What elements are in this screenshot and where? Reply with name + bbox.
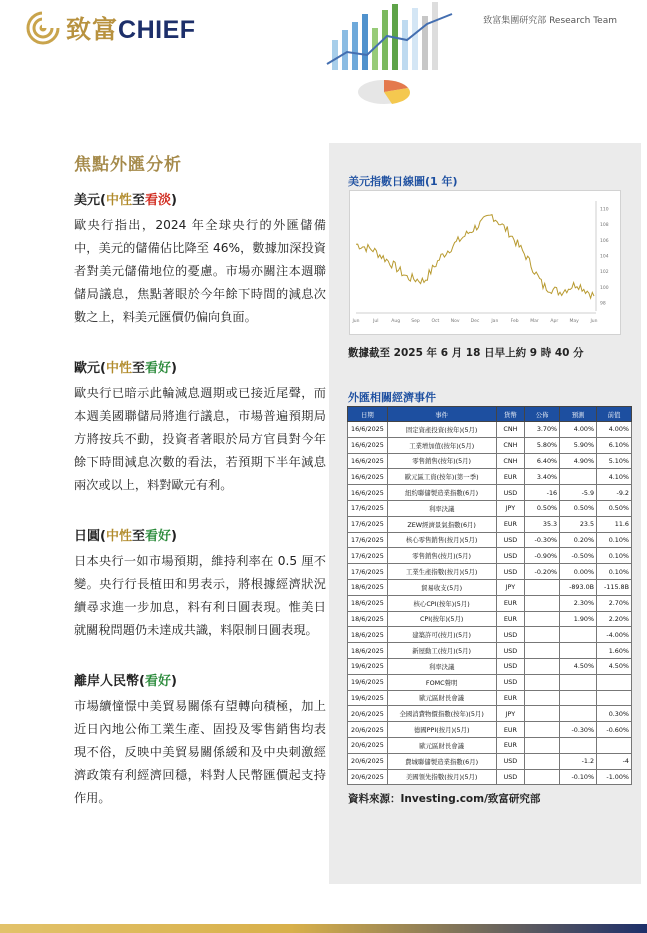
table-cell: 35.3 xyxy=(525,516,560,532)
table-cell: 16/6/2025 xyxy=(348,485,388,501)
logo-emblem-icon xyxy=(26,11,60,45)
table-cell: USD xyxy=(496,674,525,690)
table-cell: 18/6/2025 xyxy=(348,595,388,611)
x-tick-label: Jun xyxy=(352,319,360,324)
table-cell: USD xyxy=(496,548,525,564)
table-cell: 0.50% xyxy=(560,500,597,516)
table-row xyxy=(348,643,632,659)
table-cell: 貿易收支(5月) xyxy=(387,579,496,595)
chart-caption: 數據截至 2025 年 6 月 18 日早上約 9 時 40 分 xyxy=(348,347,584,359)
table-cell: 2.20% xyxy=(597,611,632,627)
table-cell: CNH xyxy=(496,422,525,438)
table-cell: 11.6 xyxy=(597,516,632,532)
x-tick-label: Sep xyxy=(411,319,420,324)
table-cell xyxy=(525,643,560,659)
table-cell: EUR xyxy=(496,690,525,706)
y-tick-label: 102 xyxy=(600,270,609,276)
table-row xyxy=(348,611,632,627)
table-cell: 新屋動工(按月)(5月) xyxy=(387,643,496,659)
view-from: 中性 xyxy=(105,361,132,376)
currency-title: 日圓(中性至看好) xyxy=(74,529,177,544)
table-cell: -0.30% xyxy=(560,722,597,738)
table-cell: 16/6/2025 xyxy=(348,437,388,453)
data-source: 資料來源：Investing.com/致富研究部 xyxy=(348,793,541,805)
currency-title: 美元(中性至看淡) xyxy=(74,193,177,208)
y-tick-label: 104 xyxy=(600,254,609,260)
table-cell: USD xyxy=(496,658,525,674)
y-tick-label: 108 xyxy=(600,223,609,229)
table-cell: 歐元區財長會議 xyxy=(387,690,496,706)
table-cell: JPY xyxy=(496,706,525,722)
currency-commentary: 歐央行指出，2024 年全球央行的外匯儲備中，美元的儲備佔比降至 46%，數據加深投資者對美元儲備地位的憂慮。市場亦關注本週聯儲局議息，焦點著眼於今年餘下時間的減息次數之上，料美元匯價仍偏向負面。 xyxy=(74,218,326,324)
table-cell: EUR xyxy=(496,722,525,738)
x-tick-label: Apr xyxy=(550,319,559,324)
table-cell: -0.50% xyxy=(560,548,597,564)
table-row xyxy=(348,674,632,690)
table-cell xyxy=(560,737,597,753)
currency-title: 歐元(中性至看好) xyxy=(74,361,177,376)
currency-name: 日圓 xyxy=(74,529,101,544)
table-row xyxy=(348,485,632,501)
table-row xyxy=(348,722,632,738)
table-cell: 4.10% xyxy=(597,469,632,485)
usd-index-line xyxy=(356,215,594,299)
table-cell xyxy=(560,643,597,659)
table-row xyxy=(348,690,632,706)
usd-index-chart xyxy=(349,190,621,335)
table-cell: 0.00% xyxy=(560,564,597,580)
table-cell: USD xyxy=(496,643,525,659)
table-cell: -115.8B xyxy=(597,579,632,595)
events-title: 外匯相關經濟事件 xyxy=(348,391,436,404)
table-cell: CPI(按年)(5月) xyxy=(387,611,496,627)
table-cell xyxy=(525,579,560,595)
table-cell xyxy=(597,674,632,690)
table-cell: 19/6/2025 xyxy=(348,674,388,690)
table-cell: 零售銷售(按年)(5月) xyxy=(387,453,496,469)
column-header: 日期 xyxy=(348,407,388,422)
table-cell: 費城聯儲製造業指數(6月) xyxy=(387,753,496,769)
table-cell: EUR xyxy=(496,595,525,611)
table-cell: 16/6/2025 xyxy=(348,469,388,485)
table-row xyxy=(348,579,632,595)
table-cell: -4 xyxy=(597,753,632,769)
table-cell: 0.50% xyxy=(597,500,632,516)
column-header: 事件 xyxy=(387,407,496,422)
table-cell: -9.2 xyxy=(597,485,632,501)
y-tick-label: 110 xyxy=(600,207,609,213)
table-cell: 核心零售銷售(按月)(5月) xyxy=(387,532,496,548)
table-cell: 0.20% xyxy=(560,532,597,548)
chart-title: 美元指數日線圖(1 年) xyxy=(348,175,458,188)
table-cell: -1.2 xyxy=(560,753,597,769)
table-body xyxy=(348,422,632,785)
table-cell: 固定資產投資(按年)(5月) xyxy=(387,422,496,438)
x-tick-label: Jun xyxy=(590,319,598,324)
table-cell: 5.90% xyxy=(560,437,597,453)
table-cell: 紐約聯儲製造業指數(6月) xyxy=(387,485,496,501)
company-logo xyxy=(26,10,196,46)
table-row xyxy=(348,548,632,564)
currency-commentary: 日本央行一如市場預期，維持利率在 0.5 厘不變。央行行長植田和男表示，將根據經濟狀況續尋求進一步加息，料有利日圓表現。惟美日就關稅問題仍未達成共識，料限制日圓表現。 xyxy=(74,554,326,637)
table-cell xyxy=(525,737,560,753)
table-cell: EUR xyxy=(496,611,525,627)
y-tick-label: 98 xyxy=(600,301,606,307)
table-cell: 1.60% xyxy=(597,643,632,659)
table-cell: 1.90% xyxy=(560,611,597,627)
table-cell: 2.30% xyxy=(560,595,597,611)
x-tick-label: Jan xyxy=(491,319,499,324)
sidebar-panel xyxy=(329,143,641,884)
table-cell xyxy=(525,658,560,674)
table-cell: USD xyxy=(496,627,525,643)
table-cell xyxy=(525,627,560,643)
currency-analysis-list xyxy=(74,189,326,810)
table-row xyxy=(348,453,632,469)
table-row xyxy=(348,627,632,643)
table-cell: 5.10% xyxy=(597,453,632,469)
y-tick-label: 106 xyxy=(600,238,609,244)
table-cell: USD xyxy=(496,532,525,548)
table-cell: EUR xyxy=(496,737,525,753)
table-cell: 18/6/2025 xyxy=(348,627,388,643)
view-from: 中性 xyxy=(105,193,132,208)
column-header: 預測 xyxy=(560,407,597,422)
table-cell: 利率決議 xyxy=(387,658,496,674)
view-to: 看淡 xyxy=(145,193,172,208)
logo-english: CHIEF xyxy=(118,16,196,44)
logo-wordmark xyxy=(66,10,196,46)
table-row xyxy=(348,658,632,674)
table-row xyxy=(348,437,632,453)
table-cell: 2.70% xyxy=(597,595,632,611)
table-cell: 17/6/2025 xyxy=(348,500,388,516)
usd-index-chart-svg xyxy=(350,191,620,334)
x-tick-label: Mar xyxy=(530,319,539,324)
table-cell: 4.00% xyxy=(560,422,597,438)
table-cell xyxy=(597,737,632,753)
table-cell xyxy=(525,722,560,738)
table-cell xyxy=(525,690,560,706)
table-row xyxy=(348,595,632,611)
view-separator: 至 xyxy=(131,361,145,376)
table-cell: 16/6/2025 xyxy=(348,453,388,469)
table-cell: CNH xyxy=(496,437,525,453)
table-cell: USD xyxy=(496,485,525,501)
research-team-label: 致富集團研究部 Research Team xyxy=(483,16,617,26)
column-header: 前值 xyxy=(597,407,632,422)
column-header: 公佈 xyxy=(525,407,560,422)
table-cell xyxy=(525,674,560,690)
footer-bar xyxy=(0,924,647,933)
table-header-row xyxy=(348,407,632,422)
table-row xyxy=(348,516,632,532)
table-row xyxy=(348,469,632,485)
table-cell: 全國消費物價指數(按年)(5月) xyxy=(387,706,496,722)
table-cell: 4.90% xyxy=(560,453,597,469)
table-cell: 建築許可(按月)(5月) xyxy=(387,627,496,643)
table-cell: USD xyxy=(496,564,525,580)
table-cell: 17/6/2025 xyxy=(348,532,388,548)
table-cell xyxy=(525,595,560,611)
table-cell: 4.50% xyxy=(560,658,597,674)
table-cell: JPY xyxy=(496,579,525,595)
table-cell: 3.70% xyxy=(525,422,560,438)
table-cell xyxy=(525,611,560,627)
table-cell: -893.0B xyxy=(560,579,597,595)
table-cell: 利率決議 xyxy=(387,500,496,516)
table-cell: 17/6/2025 xyxy=(348,516,388,532)
table-cell: 20/6/2025 xyxy=(348,722,388,738)
table-row xyxy=(348,769,632,785)
table-cell: FOMC聲明 xyxy=(387,674,496,690)
table-cell: 5.80% xyxy=(525,437,560,453)
table-cell: 19/6/2025 xyxy=(348,658,388,674)
x-tick-label: Nov xyxy=(450,319,460,324)
page-header xyxy=(0,0,647,110)
currency-name: 歐元 xyxy=(74,361,101,376)
x-tick-label: Jul xyxy=(373,319,379,324)
table-cell: 18/6/2025 xyxy=(348,611,388,627)
table-cell: 16/6/2025 xyxy=(348,422,388,438)
table-cell: 歐元區工資(按年)(第一季) xyxy=(387,469,496,485)
x-tick-label: May xyxy=(569,319,579,324)
table-cell: 20/6/2025 xyxy=(348,753,388,769)
table-cell: -0.60% xyxy=(597,722,632,738)
table-cell: 零售銷售(按月)(5月) xyxy=(387,548,496,564)
table-cell: 18/6/2025 xyxy=(348,579,388,595)
table-cell: 0.10% xyxy=(597,548,632,564)
table-cell: 德國PPI(按月)(5月) xyxy=(387,722,496,738)
economic-events-table xyxy=(347,406,632,785)
table-cell: -0.10% xyxy=(560,769,597,785)
fx-analysis-column xyxy=(74,150,326,838)
view-separator: 至 xyxy=(131,529,145,544)
table-cell: 19/6/2025 xyxy=(348,690,388,706)
table-cell: -4.00% xyxy=(597,627,632,643)
table-cell xyxy=(525,706,560,722)
table-cell: 4.00% xyxy=(597,422,632,438)
currency-title: 離岸人民幣(看好) xyxy=(74,674,177,689)
table-row xyxy=(348,532,632,548)
table-cell: -0.20% xyxy=(525,564,560,580)
view-to: 看好 xyxy=(145,361,172,376)
view-separator: 至 xyxy=(131,193,145,208)
table-cell: -5.9 xyxy=(560,485,597,501)
table-cell: -16 xyxy=(525,485,560,501)
table-cell: EUR xyxy=(496,469,525,485)
table-cell xyxy=(560,706,597,722)
currency-name: 離岸人民幣 xyxy=(74,674,140,689)
table-row xyxy=(348,564,632,580)
table-cell xyxy=(597,690,632,706)
table-cell: 17/6/2025 xyxy=(348,548,388,564)
table-cell: USD xyxy=(496,769,525,785)
table-cell: 6.10% xyxy=(597,437,632,453)
table-cell xyxy=(560,469,597,485)
table-cell: -1.00% xyxy=(597,769,632,785)
table-cell: 0.10% xyxy=(597,564,632,580)
view-to: 看好 xyxy=(145,529,172,544)
table-cell: 20/6/2025 xyxy=(348,769,388,785)
table-cell: 20/6/2025 xyxy=(348,737,388,753)
table-row xyxy=(348,706,632,722)
x-tick-label: Dec xyxy=(470,319,480,324)
table-row xyxy=(348,753,632,769)
table-cell xyxy=(525,769,560,785)
table-cell: EUR xyxy=(496,516,525,532)
column-header: 貨幣 xyxy=(496,407,525,422)
logo-chinese: 致富 xyxy=(66,15,119,44)
x-tick-label: Aug xyxy=(391,319,401,324)
table-cell: 18/6/2025 xyxy=(348,643,388,659)
x-tick-label: Oct xyxy=(431,319,440,324)
table-cell: 歐元區財長會議 xyxy=(387,737,496,753)
view-from: 中性 xyxy=(105,529,132,544)
section-title: 焦點外匯分析 xyxy=(74,155,182,175)
table-cell: 工業生產指數(按月)(5月) xyxy=(387,564,496,580)
table-cell: 4.50% xyxy=(597,658,632,674)
table-cell: 工業增加值(按年)(5月) xyxy=(387,437,496,453)
table-row xyxy=(348,737,632,753)
table-cell: -0.30% xyxy=(525,532,560,548)
table-cell: 17/6/2025 xyxy=(348,564,388,580)
currency-commentary: 市場續憧憬中美貿易關係有望轉向積極，加上近日內地公佈工業生產、固投及零售銷售均表現不俗，反映中美貿易關係緩和及中央刺激經濟政策有利經濟回穩，料對人民幣匯價起支持作用。 xyxy=(74,699,326,805)
table-cell: 3.40% xyxy=(525,469,560,485)
table-row xyxy=(348,422,632,438)
table-cell: USD xyxy=(496,753,525,769)
table-cell xyxy=(560,627,597,643)
table-cell xyxy=(525,753,560,769)
table-cell: 20/6/2025 xyxy=(348,706,388,722)
table-cell xyxy=(560,690,597,706)
currency-name: 美元 xyxy=(74,193,101,208)
table-cell: CNH xyxy=(496,453,525,469)
table-cell: ZEW經濟景氣指數(6月) xyxy=(387,516,496,532)
table-row xyxy=(348,500,632,516)
table-cell: -0.90% xyxy=(525,548,560,564)
table-cell: 0.50% xyxy=(525,500,560,516)
table-cell: JPY xyxy=(496,500,525,516)
table-cell: 23.5 xyxy=(560,516,597,532)
header-decorative-chart-icon xyxy=(322,0,462,110)
table-cell: 0.10% xyxy=(597,532,632,548)
view-to: 看好 xyxy=(144,674,171,689)
table-cell: 6.40% xyxy=(525,453,560,469)
y-tick-label: 100 xyxy=(600,285,609,291)
table-cell xyxy=(560,674,597,690)
table-cell: 核心CPI(按年)(5月) xyxy=(387,595,496,611)
currency-commentary: 歐央行已暗示此輪減息週期或已接近尾聲，而本週美國聯儲局將進行議息，市場普遍預期局方將按兵不動，投資者著眼於局方官員對今年餘下時間減息次數的看法，若預期下半年減息兩次或以上，料對歐元有利。 xyxy=(74,386,326,492)
x-tick-label: Feb xyxy=(510,319,519,324)
table-cell: 美國領先指數(按月)(5月) xyxy=(387,769,496,785)
table-cell: 0.30% xyxy=(597,706,632,722)
